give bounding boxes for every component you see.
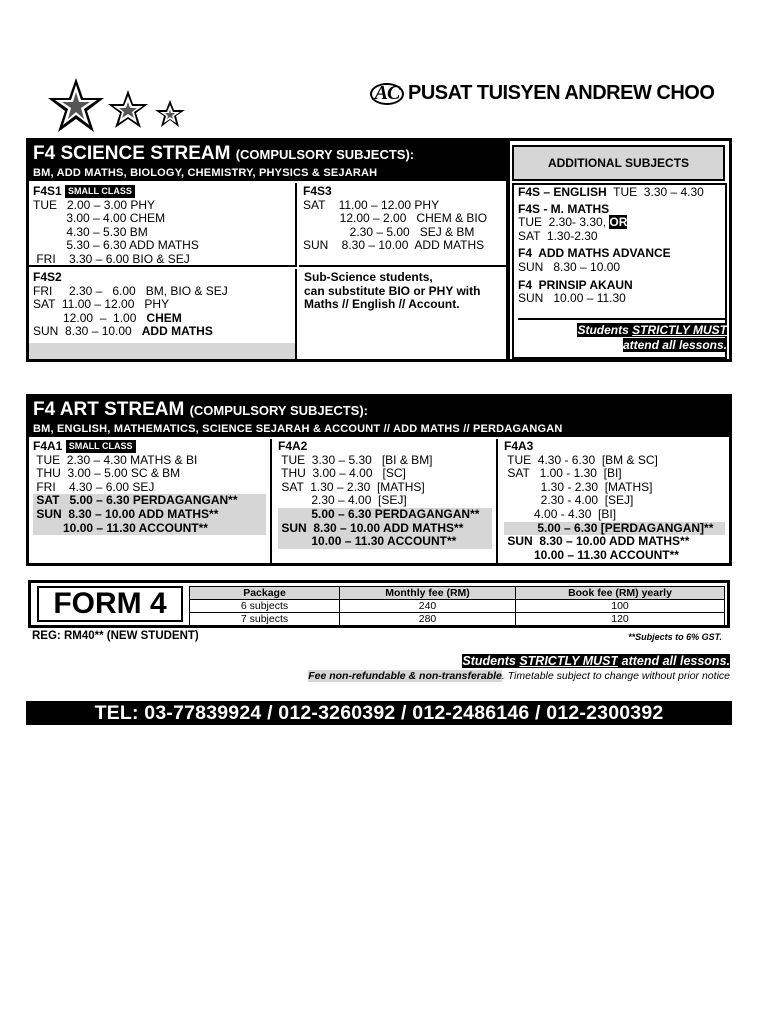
small-class-badge: SMALL CLASS: [66, 440, 136, 453]
table-row: [190, 600, 725, 613]
schedule-line: 1.30 - 2.30 [MATHS]: [504, 479, 653, 494]
table-cell: 6 subjects: [190, 600, 340, 613]
shaded-block: [278, 508, 492, 549]
schedule-line: 5.00 – 6.30 [PERDAGANGAN]**: [504, 520, 714, 535]
sub-science-note: Sub-Science students, can substitute BIO or PHY with Maths // English // Account.: [304, 270, 481, 312]
table-header-cell: Package: [190, 587, 340, 600]
table-header-cell: Monthly fee (RM): [340, 587, 516, 600]
class-name: F4A1: [33, 439, 63, 453]
or-badge: OR: [609, 215, 628, 230]
schedule-line: SUN 8.30 – 10.00 ADD MATHS: [303, 238, 485, 253]
brand-name: PUSAT TUISYEN ANDREW CHOO: [408, 82, 715, 104]
schedule-line: 2.30 - 4.00 [SEJ]: [504, 493, 634, 508]
form-label-box: [37, 586, 183, 622]
table-cell: 280: [340, 613, 516, 626]
art-compulsory-subjects: BM, ENGLISH, MATHEMATICS, SCIENCE SEJARAH & ACCOUNT // ADD MATHS // PERDAGANGAN: [33, 423, 563, 435]
art-stream-section: [26, 394, 732, 566]
schedule-line: FRI 4.30 – 6.00 SEJ: [33, 479, 155, 494]
class-name: F4S3: [303, 184, 332, 198]
class-f4s2: [29, 269, 297, 359]
schedule-line: TUE 2.00 – 3.00 PHY: [33, 197, 156, 212]
schedule-line: SAT 5.00 – 6.30 PERDAGANGAN**: [33, 493, 238, 508]
schedule-line: 2.30 – 4.00 [SEJ]: [278, 493, 407, 508]
brand-logo: AC: [370, 83, 404, 105]
fee-table: [189, 586, 725, 626]
schedule-line: SAT 1.30 – 2.30 [MATHS]: [278, 479, 425, 494]
schedule-line: SUN 8.30 – 10.00 ADD MATHS**: [33, 506, 219, 521]
shaded-block: [504, 522, 725, 536]
schedule-line: SAT 1.00 - 1.30 [BI]: [504, 466, 622, 481]
star-small-icon: [155, 100, 185, 127]
schedule-line: SAT 11.00 – 12.00 PHY: [33, 297, 170, 312]
schedule-line: 10.00 – 11.30 ACCOUNT**: [504, 547, 679, 562]
schedule-line: SUN 8.30 – 10.00: [518, 259, 621, 274]
schedule-line: 10.00 – 11.30 ACCOUNT**: [33, 520, 208, 535]
contact-bar: [26, 701, 732, 725]
art-stream-header: [29, 397, 729, 437]
table-header-row: [190, 587, 725, 600]
strict-notice: Students STRICTLY MUST attend all lessons.: [462, 654, 730, 668]
additional-english: F4S – ENGLISH TUE 3.30 – 4.30: [518, 185, 704, 199]
table-row: [190, 613, 725, 626]
form-label: FORM 4: [53, 587, 167, 620]
table-cell: 120: [516, 613, 725, 626]
schedule-line: 12.00 – 2.00 CHEM & BIO: [303, 211, 488, 226]
additional-akaun-title: F4 PRINSIP AKAUN: [518, 277, 633, 292]
strict-notice-small: Students STRICTLY MUST attend all lessons.: [518, 318, 727, 353]
brand-header: [370, 82, 714, 105]
science-compulsory-subjects: BM, ADD MATHS, BIOLOGY, CHEMISTRY, PHYSICS & SEJARAH: [33, 167, 378, 179]
star-medium-icon: [108, 90, 148, 128]
additional-subjects-list: [512, 183, 727, 359]
table-cell: 100: [516, 600, 725, 613]
stars-decoration: [48, 76, 198, 136]
science-stream-title: F4 SCIENCE STREAM (COMPULSORY SUBJECTS):: [33, 143, 415, 164]
schedule-line: THU 3.00 – 4.00 [SC]: [278, 466, 406, 481]
schedule-line: 12.00 – 1.00 CHEM: [33, 310, 182, 325]
schedule-line: FRI 3.30 – 6.00 BIO & SEJ: [33, 251, 190, 266]
schedule-line: 4.30 – 5.30 BM: [33, 224, 148, 239]
schedule-line: 5.30 – 6.30 ADD MATHS: [33, 238, 199, 253]
schedule-line: TUE 2.30- 3.30, OR: [518, 215, 628, 230]
schedule-line: TUE 3.30 – 5.30 [BI & BM]: [278, 452, 433, 467]
schedule-line: 3.00 – 4.00 CHEM: [33, 211, 166, 226]
class-f4s1: [29, 183, 297, 267]
empty-shaded-row: [29, 343, 295, 359]
schedule-line: SUN 8.30 – 10.00 ADD MATHS**: [504, 534, 690, 549]
shaded-block: [33, 494, 266, 535]
small-class-badge: SMALL CLASS: [65, 185, 135, 198]
fee-section: [28, 580, 730, 628]
table-header-cell: Book fee (RM) yearly: [516, 587, 725, 600]
table-cell: 7 subjects: [190, 613, 340, 626]
table-cell: 240: [340, 600, 516, 613]
gst-note: **Subjects to 6% GST.: [628, 632, 722, 642]
schedule-line: SAT 11.00 – 12.00 PHY: [303, 197, 440, 212]
class-name: F4S1: [33, 184, 62, 198]
additional-mmaths-title: F4S - M. MATHS: [518, 201, 610, 216]
science-stream-section: [26, 138, 732, 362]
class-f4a1: [29, 439, 272, 563]
class-f4a2: [274, 439, 498, 563]
schedule-line: 10.00 – 11.30 ACCOUNT**: [278, 534, 457, 549]
schedule-line: SUN 8.30 – 10.00 ADD MATHS**: [278, 520, 464, 535]
schedule-line: SAT 1.30-2.30: [518, 228, 598, 243]
class-f4a3: [500, 439, 729, 563]
schedule-line: THU 3.00 – 5.00 SC & BM: [33, 466, 181, 481]
additional-advance-title: F4 ADD MATHS ADVANCE: [518, 246, 671, 261]
schedule-line: 4.00 - 4.30 [BI]: [504, 506, 617, 521]
schedule-line: TUE 4.30 - 6.30 [BM & SC]: [504, 452, 658, 467]
schedule-line: TUE 2.30 – 4.30 MATHS & BI: [33, 452, 198, 467]
schedule-line: 2.30 – 5.00 SEJ & BM: [303, 224, 475, 239]
art-stream-title: F4 ART STREAM (COMPULSORY SUBJECTS):: [33, 399, 368, 420]
schedule-line: SUN 8.30 – 10.00 ADD MATHS: [33, 324, 213, 339]
schedule-line: SUN 10.00 – 11.30: [518, 291, 626, 306]
class-name: F4S2: [33, 270, 62, 284]
additional-subjects-header: ADDITIONAL SUBJECTS: [512, 145, 725, 181]
schedule-line: 5.00 – 6.30 PERDAGANGAN**: [278, 506, 480, 521]
science-stream-header: [29, 141, 506, 181]
registration-fee: REG: RM40** (NEW STUDENT): [32, 630, 199, 642]
star-large-icon: [48, 78, 104, 132]
class-name: F4A3: [504, 439, 534, 453]
phone-numbers: TEL: 03-77839924 / 012-3260392 / 012-2486146 / 012-2300392: [94, 701, 664, 724]
class-name: F4A2: [278, 439, 308, 453]
schedule-line: FRI 2.30 – 6.00 BM, BIO & SEJ: [33, 283, 228, 298]
class-f4s3: [299, 183, 506, 267]
fee-policy-note: Fee non-refundable & non-transferable. Timetable subject to change without prior notice: [308, 670, 730, 682]
